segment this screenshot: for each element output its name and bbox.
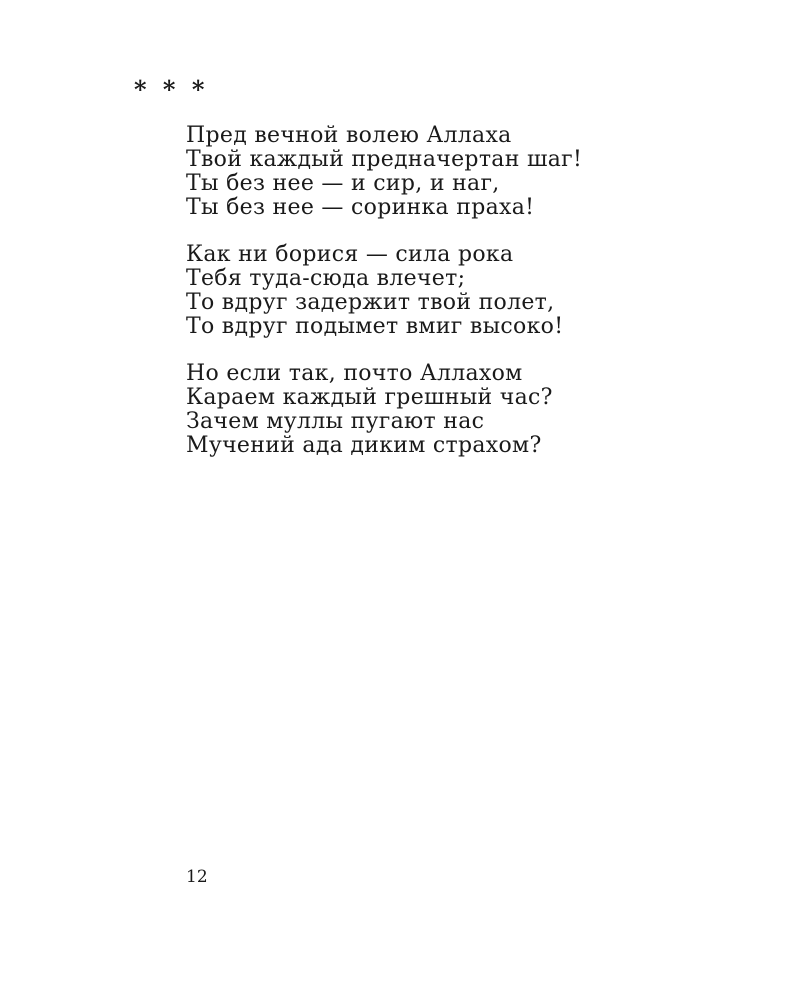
poem-line: Твой каждый предначертан шаг! (186, 147, 583, 172)
poem-line: Тебя туда-сюда влечет; (186, 266, 466, 291)
poem-line: Мучений ада диким страхом? (186, 433, 542, 458)
poem-line: Зачем муллы пугают нас (186, 409, 485, 434)
poem-line: Ты без нее — и сир, и наг, (186, 171, 500, 196)
stanza-3 (186, 362, 746, 458)
poem-line: Пред вечной волею Аллаха (186, 123, 512, 148)
poem (186, 124, 746, 481)
poem-line: Как ни борися — сила рока (186, 242, 514, 267)
stanza-2 (186, 243, 746, 339)
poem-line: То вдруг подымет вмиг высоко! (186, 314, 564, 339)
poem-line: То вдруг задержит твой полет, (186, 290, 555, 315)
page-number: 12 (186, 867, 208, 887)
stanza-1 (186, 124, 746, 220)
poem-line: Но если так, почто Аллахом (186, 361, 523, 386)
section-ornament: * * * (134, 75, 209, 104)
poem-line: Караем каждый грешный час? (186, 385, 553, 410)
poem-line: Ты без нее — соринка праха! (186, 195, 535, 220)
